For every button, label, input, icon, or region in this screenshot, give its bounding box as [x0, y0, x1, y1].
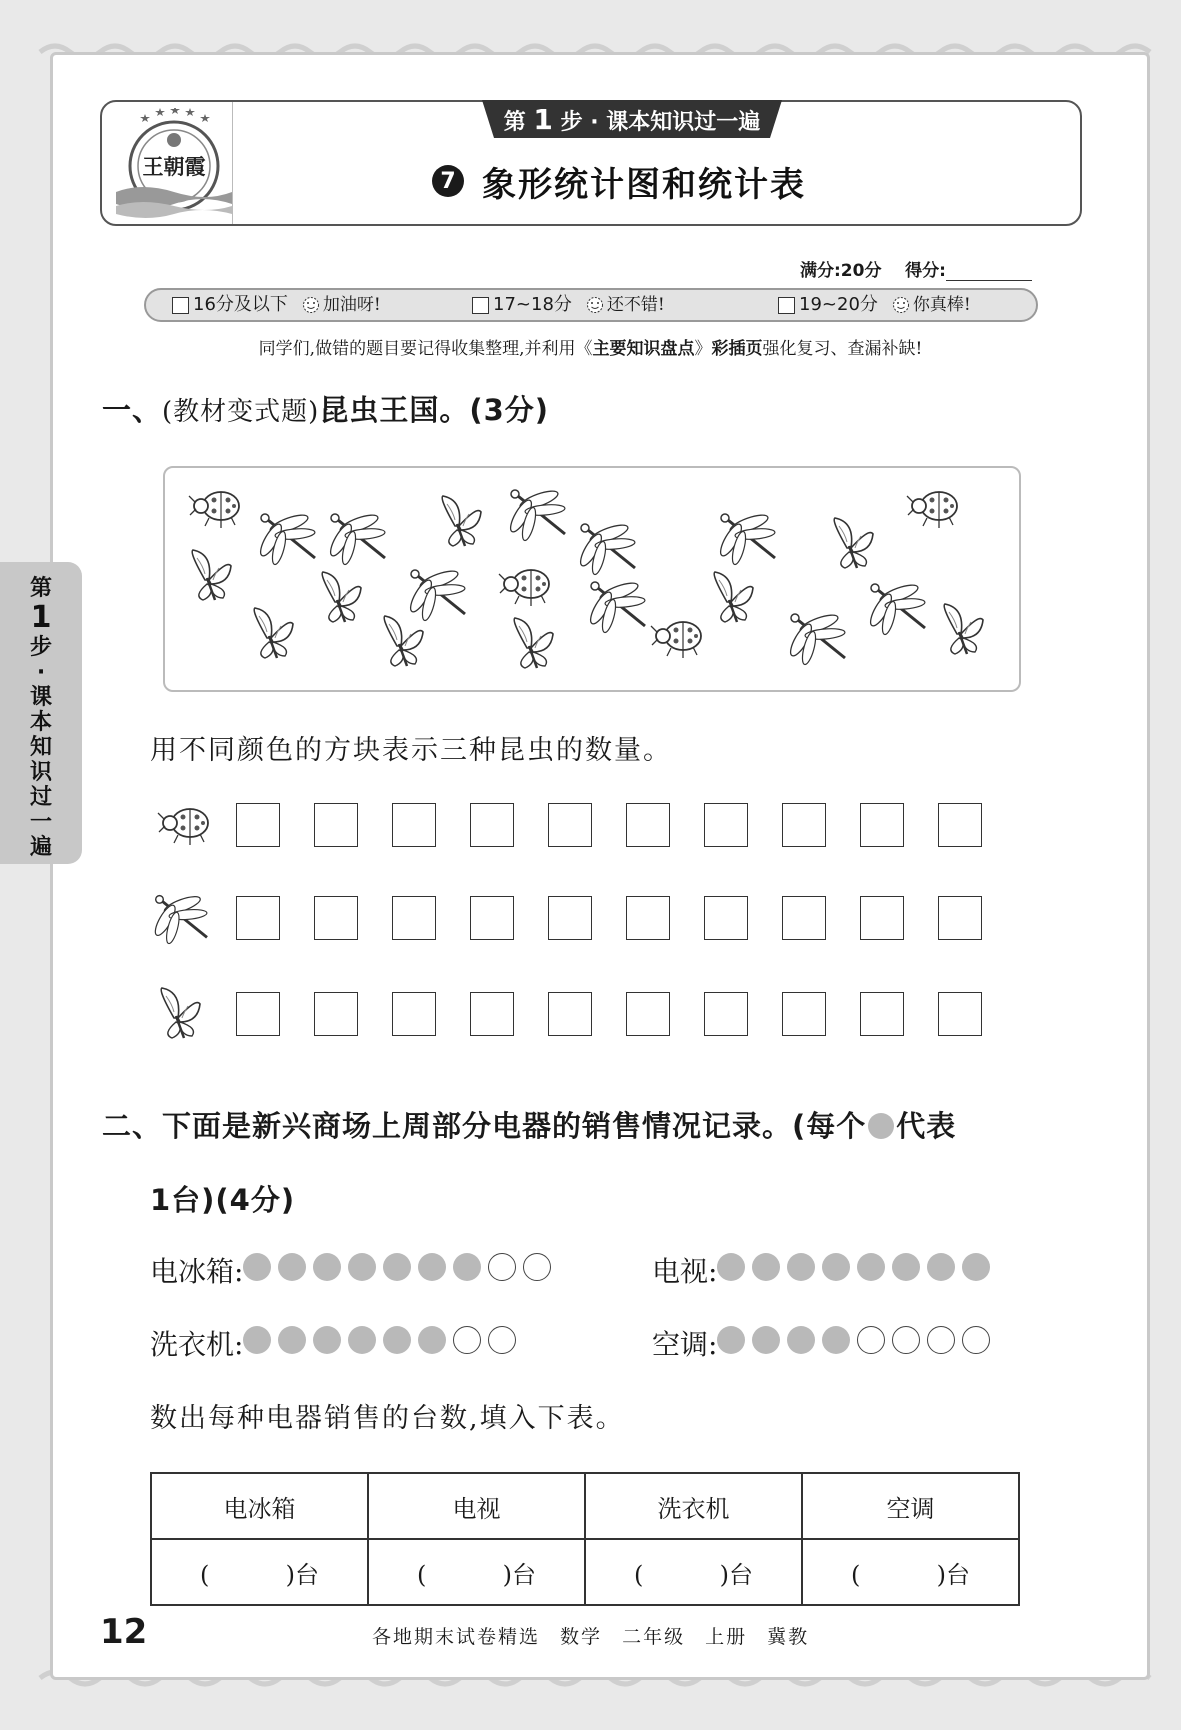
- answer-cell[interactable]: ( )台: [151, 1539, 368, 1605]
- answer-square[interactable]: [548, 803, 592, 847]
- table-answer-row: [151, 1539, 1019, 1605]
- answer-square[interactable]: [704, 803, 748, 847]
- side-tab-text: 第 1 步 · 课 本 知 识 过 一 遍: [29, 576, 52, 860]
- table-header-cell: 空调: [802, 1473, 1019, 1539]
- logo-divider: [232, 102, 233, 224]
- filled-circle-icon: [383, 1326, 411, 1354]
- answer-square[interactable]: [470, 896, 514, 940]
- butterfly-icon: [322, 572, 361, 622]
- butterfly-icon: [944, 604, 983, 654]
- butterfly-icon: [384, 616, 423, 666]
- smiley-face-icon: [302, 296, 320, 314]
- butterfly-icon: [192, 550, 231, 600]
- filled-circle-icon: [717, 1253, 745, 1281]
- answer-square[interactable]: [782, 992, 826, 1036]
- side-step-tab: [0, 562, 82, 864]
- filled-circle-icon: [348, 1253, 376, 1281]
- ladybug-row: [150, 795, 1000, 855]
- grade-option-low[interactable]: 16分及以下 加油呀!: [172, 290, 381, 320]
- dragonfly-icon: [257, 512, 316, 566]
- dragonfly-icon: [407, 568, 466, 622]
- answer-cell[interactable]: ( )台: [585, 1539, 802, 1605]
- filled-circle-icon: [278, 1326, 306, 1354]
- tv-record: 电视:: [652, 1250, 997, 1290]
- answer-square[interactable]: [236, 992, 280, 1036]
- answer-square[interactable]: [392, 992, 436, 1036]
- ladybug-icon: [651, 622, 701, 658]
- question-2-title-cont: 1台)(4分): [150, 1183, 296, 1217]
- question-1-instruction: 用不同颜色的方块表示三种昆虫的数量。: [150, 735, 672, 766]
- butterfly-icon: [834, 518, 873, 568]
- filled-circle-icon: [787, 1253, 815, 1281]
- answer-square[interactable]: [782, 803, 826, 847]
- step-label: 第 1 步 · 课本知识过一遍: [503, 103, 761, 136]
- empty-circle-icon: [857, 1326, 885, 1354]
- dragonfly-row: [150, 888, 1000, 948]
- grade-option-mid[interactable]: 17~18分 还不错!: [472, 290, 665, 320]
- ladybug-icon: [499, 570, 549, 606]
- empty-circle-icon: [453, 1326, 481, 1354]
- smiley-face-icon: [586, 296, 604, 314]
- table-header-row: [151, 1473, 1019, 1539]
- dragonfly-icon: [787, 612, 846, 666]
- question-2-instruction: 数出每种电器销售的台数,填入下表。: [150, 1403, 625, 1434]
- dragonfly-icon: [327, 512, 386, 566]
- fridge-record: 电冰箱:: [150, 1250, 558, 1290]
- answer-square[interactable]: [236, 803, 280, 847]
- butterfly-icon: [514, 618, 553, 668]
- filled-circle-icon: [313, 1326, 341, 1354]
- filled-circle-icon: [822, 1253, 850, 1281]
- answer-square[interactable]: [236, 896, 280, 940]
- filled-circle-icon: [243, 1253, 271, 1281]
- dragonfly-icon: [717, 512, 776, 566]
- score-blank[interactable]: [946, 262, 1032, 281]
- answer-square[interactable]: [392, 896, 436, 940]
- checkbox[interactable]: [778, 297, 795, 314]
- butterfly-row: [150, 984, 1000, 1044]
- answer-square[interactable]: [314, 803, 358, 847]
- dragonfly-icon: [507, 488, 566, 542]
- filled-circle-icon: [243, 1326, 271, 1354]
- answer-square[interactable]: [314, 992, 358, 1036]
- butterfly-icon: [254, 608, 293, 658]
- filled-circle-icon: [752, 1253, 780, 1281]
- ac-record: 空调:: [652, 1323, 997, 1363]
- filled-circle-icon: [313, 1253, 341, 1281]
- page-title: 象形统计图和统计表: [482, 164, 806, 205]
- grade-option-high[interactable]: 19~20分 你真棒!: [778, 290, 971, 320]
- answer-square[interactable]: [860, 992, 904, 1036]
- table-header-cell: 电视: [368, 1473, 585, 1539]
- answer-square[interactable]: [470, 992, 514, 1036]
- filled-circle-icon: [752, 1326, 780, 1354]
- empty-circle-icon: [927, 1326, 955, 1354]
- grade-bar: [144, 288, 1038, 322]
- empty-circle-icon: [488, 1253, 516, 1281]
- filled-circle-icon: [418, 1326, 446, 1354]
- empty-circle-icon: [892, 1326, 920, 1354]
- butterfly-icon: [714, 572, 753, 622]
- filled-circle-icon: [383, 1253, 411, 1281]
- empty-circle-icon: [523, 1253, 551, 1281]
- answer-square[interactable]: [704, 992, 748, 1036]
- answer-square[interactable]: [938, 992, 982, 1036]
- insect-kingdom-picture: [163, 466, 1021, 692]
- filled-circle-icon: [717, 1326, 745, 1354]
- washer-record: 洗衣机:: [150, 1323, 523, 1363]
- title-row: [432, 156, 932, 206]
- answer-square[interactable]: [470, 803, 514, 847]
- answer-square[interactable]: [782, 896, 826, 940]
- table-header-cell: 电冰箱: [151, 1473, 368, 1539]
- filled-circle-icon: [787, 1326, 815, 1354]
- filled-circle-icon: [868, 1113, 894, 1139]
- filled-circle-icon: [453, 1253, 481, 1281]
- empty-circle-icon: [962, 1326, 990, 1354]
- answer-square[interactable]: [860, 803, 904, 847]
- filled-circle-icon: [418, 1253, 446, 1281]
- answer-square[interactable]: [626, 992, 670, 1036]
- dragonfly-icon: [577, 522, 636, 576]
- answer-square[interactable]: [392, 803, 436, 847]
- smiley-face-icon: [892, 296, 910, 314]
- answer-square[interactable]: [938, 896, 982, 940]
- filled-circle-icon: [857, 1253, 885, 1281]
- logo-text: 王朝霞: [142, 154, 206, 179]
- table-header-cell: 洗衣机: [585, 1473, 802, 1539]
- brand-logo: [112, 108, 232, 220]
- dragonfly-icon: [150, 888, 220, 948]
- sales-table: [150, 1472, 1020, 1606]
- dragonfly-icon: [867, 582, 926, 636]
- answer-square[interactable]: [626, 896, 670, 940]
- filled-circle-icon: [822, 1326, 850, 1354]
- question-1-title: 一、(教材变式题)昆虫王国。(3分): [102, 393, 549, 427]
- got-score-label: 得分:: [905, 261, 946, 281]
- ladybug-icon: [150, 795, 220, 855]
- footer-text: 各地期末试卷精选 数学 二年级 上册 冀教: [372, 1626, 810, 1648]
- filled-circle-icon: [927, 1253, 955, 1281]
- filled-circle-icon: [962, 1253, 990, 1281]
- section-number-badge: 7: [432, 165, 464, 197]
- filled-circle-icon: [892, 1253, 920, 1281]
- ladybug-icon: [189, 492, 239, 528]
- answer-square[interactable]: [548, 992, 592, 1036]
- answer-square[interactable]: [860, 896, 904, 940]
- notice-text: 同学们,做错的题目要记得收集整理,并利用《主要知识盘点》彩插页强化复习、查漏补缺!: [258, 339, 923, 359]
- empty-circle-icon: [488, 1326, 516, 1354]
- filled-circle-icon: [348, 1326, 376, 1354]
- score-line: [800, 256, 1032, 281]
- answer-square[interactable]: [626, 803, 670, 847]
- answer-square[interactable]: [314, 896, 358, 940]
- answer-cell[interactable]: ( )台: [802, 1539, 1019, 1605]
- dragonfly-icon: [587, 580, 646, 634]
- ladybug-icon: [907, 492, 957, 528]
- question-2-title: 二、下面是新兴商场上周部分电器的销售情况记录。(每个 代表: [102, 1109, 957, 1143]
- page-number: 12: [100, 1612, 148, 1652]
- answer-square[interactable]: [704, 896, 748, 940]
- answer-cell[interactable]: ( )台: [368, 1539, 585, 1605]
- checkbox[interactable]: [472, 297, 489, 314]
- butterfly-icon: [150, 984, 220, 1044]
- full-score-label: 满分:20分: [800, 261, 882, 281]
- butterfly-icon: [442, 496, 481, 546]
- checkbox[interactable]: [172, 297, 189, 314]
- answer-square[interactable]: [548, 896, 592, 940]
- answer-square[interactable]: [938, 803, 982, 847]
- filled-circle-icon: [278, 1253, 306, 1281]
- section-header: [100, 100, 1082, 226]
